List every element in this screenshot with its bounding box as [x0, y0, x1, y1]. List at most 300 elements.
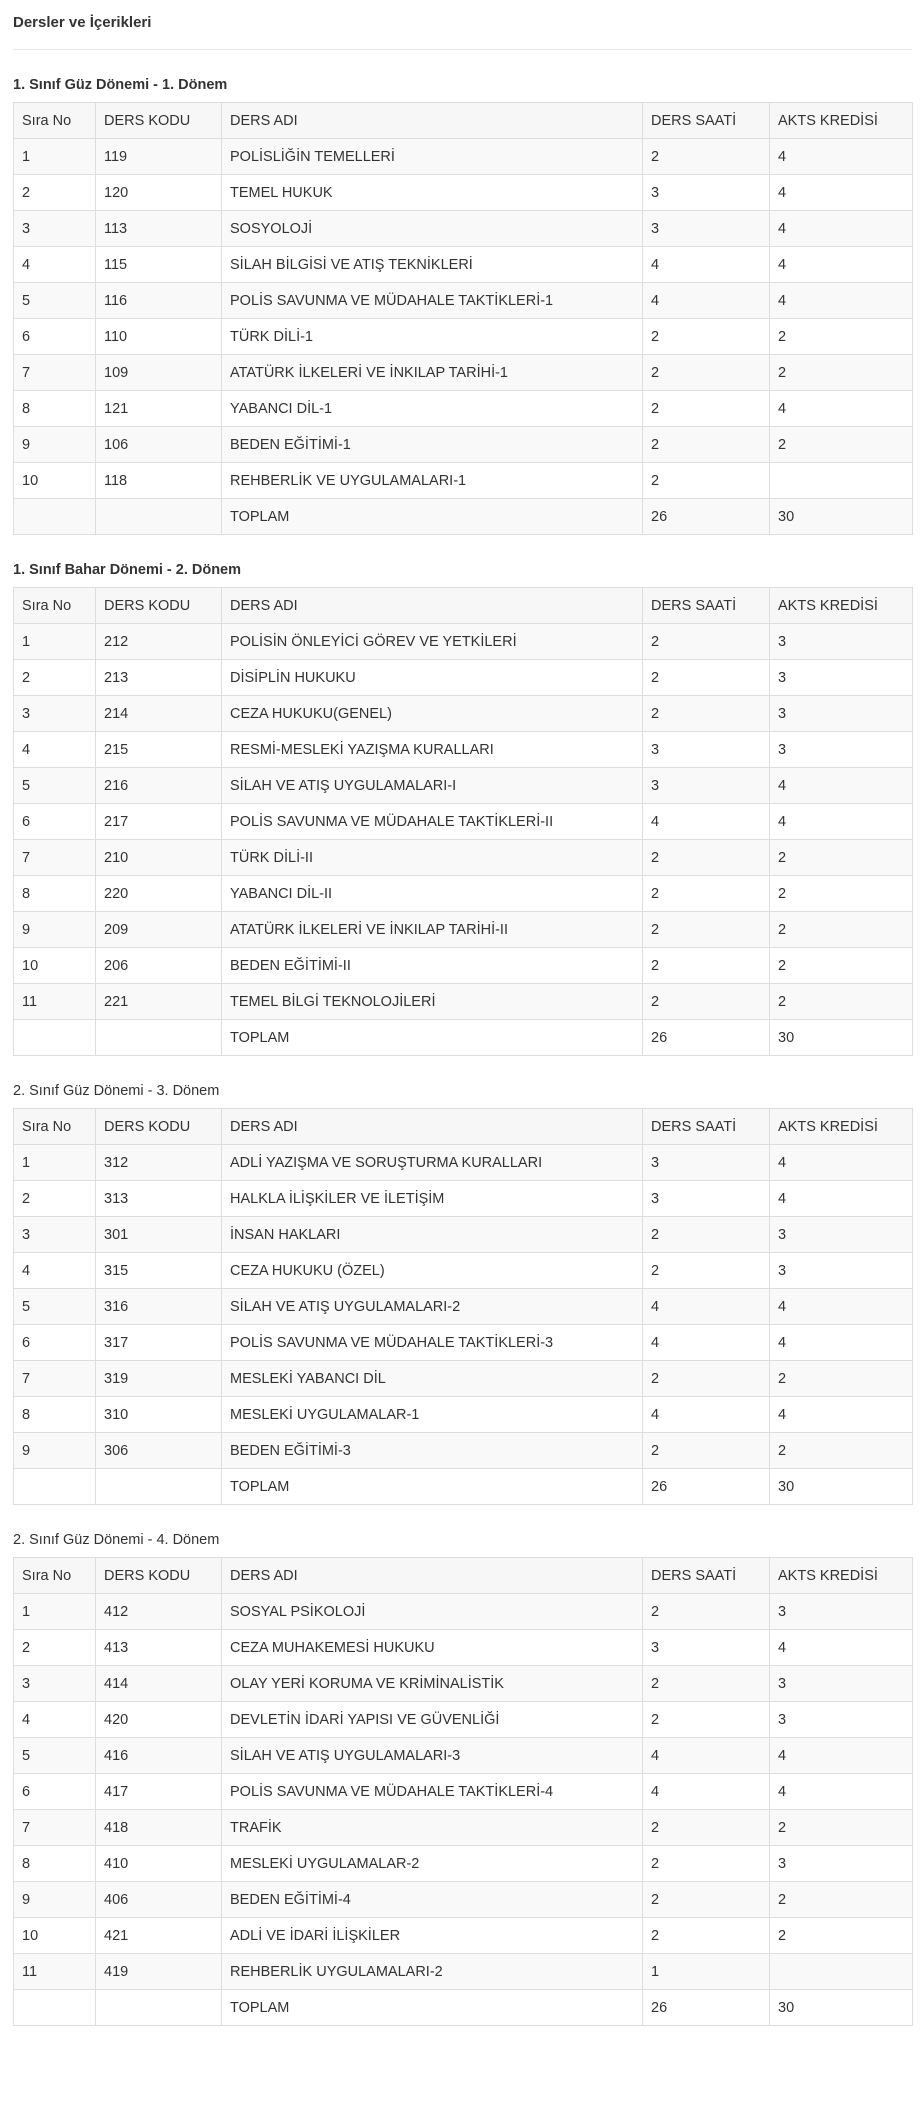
cell-sira-no: 6 [14, 1774, 96, 1810]
cell-ders-saati: 2 [643, 948, 770, 984]
cell-ders-saati: 2 [643, 984, 770, 1020]
cell-akts-kredisi: 4 [770, 804, 913, 840]
cell-ders-saati: 2 [643, 319, 770, 355]
cell-sira-no: 5 [14, 768, 96, 804]
cell-ders-adi: POLİSLİĞİN TEMELLERİ [222, 139, 643, 175]
cell-akts-kredisi [770, 1954, 913, 1990]
cell-ders-kodu: 406 [96, 1882, 222, 1918]
cell-ders-kodu: 317 [96, 1325, 222, 1361]
cell-sira-no: 1 [14, 139, 96, 175]
semester-section [13, 1075, 912, 1505]
cell-sira-no: 3 [14, 1666, 96, 1702]
cell-ders-kodu: 315 [96, 1253, 222, 1289]
course-table [13, 587, 913, 1056]
cell-ders-saati: 4 [643, 1325, 770, 1361]
course-table [13, 102, 913, 535]
cell-ders-adi: DİSİPLİN HUKUKU [222, 660, 643, 696]
cell-ders-adi: RESMİ-MESLEKİ YAZIŞMA KURALLARI [222, 732, 643, 768]
cell-ders-kodu: 417 [96, 1774, 222, 1810]
cell-ders-kodu [96, 1469, 222, 1505]
page-title: Dersler ve İçerikleri [13, 0, 912, 50]
table-header-row [14, 1109, 913, 1145]
cell-akts-kredisi: 4 [770, 175, 913, 211]
cell-akts-kredisi: 4 [770, 1397, 913, 1433]
table-row [14, 840, 913, 876]
cell-ders-saati: 3 [643, 1145, 770, 1181]
table-row [14, 1594, 913, 1630]
cell-ders-kodu: 210 [96, 840, 222, 876]
cell-ders-saati: 26 [643, 1469, 770, 1505]
cell-ders-kodu: 110 [96, 319, 222, 355]
semester-section [13, 69, 912, 535]
cell-ders-kodu: 421 [96, 1918, 222, 1954]
cell-sira-no: 6 [14, 804, 96, 840]
cell-akts-kredisi: 3 [770, 696, 913, 732]
table-row [14, 1433, 913, 1469]
table-row [14, 319, 913, 355]
cell-sira-no: 3 [14, 1217, 96, 1253]
column-header-ders-kodu: DERS KODU [96, 1109, 222, 1145]
cell-akts-kredisi: 2 [770, 1882, 913, 1918]
cell-ders-kodu: 419 [96, 1954, 222, 1990]
cell-ders-kodu: 414 [96, 1666, 222, 1702]
cell-ders-saati: 4 [643, 1738, 770, 1774]
cell-akts-kredisi: 4 [770, 139, 913, 175]
cell-ders-kodu: 113 [96, 211, 222, 247]
table-row [14, 1145, 913, 1181]
cell-akts-kredisi: 3 [770, 732, 913, 768]
cell-ders-adi: POLİSİN ÖNLEYİCİ GÖREV VE YETKİLERİ [222, 624, 643, 660]
table-row [14, 768, 913, 804]
cell-ders-adi: SİLAH VE ATIŞ UYGULAMALARI-2 [222, 1289, 643, 1325]
cell-ders-kodu: 121 [96, 391, 222, 427]
table-row [14, 1846, 913, 1882]
table-row [14, 1810, 913, 1846]
cell-ders-saati: 3 [643, 732, 770, 768]
semester-section [13, 1524, 912, 2026]
cell-sira-no [14, 1990, 96, 2026]
cell-ders-kodu [96, 499, 222, 535]
cell-akts-kredisi: 2 [770, 1361, 913, 1397]
cell-ders-adi: TÜRK DİLİ-1 [222, 319, 643, 355]
cell-akts-kredisi: 3 [770, 1594, 913, 1630]
cell-ders-adi: MESLEKİ UYGULAMALAR-2 [222, 1846, 643, 1882]
table-row [14, 1630, 913, 1666]
cell-ders-kodu: 119 [96, 139, 222, 175]
semester-section [13, 554, 912, 1056]
table-row [14, 1954, 913, 1990]
table-row [14, 1253, 913, 1289]
cell-ders-adi: HALKLA İLİŞKİLER VE İLETİŞİM [222, 1181, 643, 1217]
cell-akts-kredisi: 30 [770, 1020, 913, 1056]
table-row [14, 1181, 913, 1217]
cell-akts-kredisi: 3 [770, 1702, 913, 1738]
cell-ders-saati: 4 [643, 1774, 770, 1810]
cell-akts-kredisi: 2 [770, 912, 913, 948]
column-header-ders-saati: DERS SAATİ [643, 1109, 770, 1145]
table-row [14, 624, 913, 660]
cell-sira-no: 11 [14, 984, 96, 1020]
cell-ders-adi: OLAY YERİ KORUMA VE KRİMİNALİSTİK [222, 1666, 643, 1702]
table-row [14, 1882, 913, 1918]
cell-ders-adi: POLİS SAVUNMA VE MÜDAHALE TAKTİKLERİ-4 [222, 1774, 643, 1810]
cell-ders-saati: 2 [643, 1810, 770, 1846]
cell-ders-saati: 2 [643, 624, 770, 660]
cell-ders-kodu: 220 [96, 876, 222, 912]
cell-ders-kodu: 410 [96, 1846, 222, 1882]
cell-ders-saati: 4 [643, 804, 770, 840]
cell-sira-no [14, 1020, 96, 1056]
cell-akts-kredisi: 2 [770, 1810, 913, 1846]
cell-ders-saati: 2 [643, 1882, 770, 1918]
cell-ders-kodu: 212 [96, 624, 222, 660]
cell-ders-saati: 2 [643, 355, 770, 391]
cell-ders-adi: YABANCI DİL-II [222, 876, 643, 912]
table-row [14, 696, 913, 732]
cell-ders-saati: 2 [643, 1666, 770, 1702]
cell-ders-kodu: 316 [96, 1289, 222, 1325]
cell-ders-kodu: 310 [96, 1397, 222, 1433]
table-row [14, 1289, 913, 1325]
cell-ders-kodu: 412 [96, 1594, 222, 1630]
table-row [14, 948, 913, 984]
table-row [14, 211, 913, 247]
table-row [14, 391, 913, 427]
table-row [14, 247, 913, 283]
section-title: 1. Sınıf Güz Dönemi - 1. Dönem [13, 77, 228, 93]
cell-ders-adi: POLİS SAVUNMA VE MÜDAHALE TAKTİKLERİ-II [222, 804, 643, 840]
cell-ders-kodu: 109 [96, 355, 222, 391]
cell-akts-kredisi: 2 [770, 1918, 913, 1954]
cell-ders-saati: 2 [643, 463, 770, 499]
cell-ders-adi: ATATÜRK İLKELERİ VE İNKILAP TARİHİ-II [222, 912, 643, 948]
cell-akts-kredisi: 3 [770, 624, 913, 660]
cell-sira-no: 8 [14, 1397, 96, 1433]
cell-ders-saati: 26 [643, 499, 770, 535]
cell-ders-kodu: 115 [96, 247, 222, 283]
cell-sira-no: 3 [14, 211, 96, 247]
cell-sira-no: 9 [14, 427, 96, 463]
cell-ders-adi: SOSYOLOJİ [222, 211, 643, 247]
cell-sira-no: 4 [14, 1702, 96, 1738]
cell-ders-kodu: 221 [96, 984, 222, 1020]
cell-ders-adi: SİLAH VE ATIŞ UYGULAMALARI-I [222, 768, 643, 804]
cell-ders-saati: 2 [643, 1433, 770, 1469]
table-row [14, 1217, 913, 1253]
cell-akts-kredisi: 2 [770, 984, 913, 1020]
table-row [14, 1361, 913, 1397]
cell-akts-kredisi: 2 [770, 319, 913, 355]
cell-akts-kredisi [770, 463, 913, 499]
cell-sira-no: 7 [14, 1810, 96, 1846]
cell-ders-kodu [96, 1020, 222, 1056]
column-header-ders-kodu: DERS KODU [96, 588, 222, 624]
cell-akts-kredisi: 3 [770, 1217, 913, 1253]
cell-ders-adi: BEDEN EĞİTİMİ-1 [222, 427, 643, 463]
section-title: 2. Sınıf Güz Dönemi - 4. Dönem [13, 1532, 220, 1548]
cell-akts-kredisi: 3 [770, 1846, 913, 1882]
cell-ders-adi: DEVLETİN İDARİ YAPISI VE GÜVENLİĞİ [222, 1702, 643, 1738]
table-row [14, 1774, 913, 1810]
cell-ders-saati: 4 [643, 1397, 770, 1433]
cell-sira-no: 1 [14, 624, 96, 660]
cell-akts-kredisi: 30 [770, 1990, 913, 2026]
cell-ders-kodu: 215 [96, 732, 222, 768]
cell-sira-no: 6 [14, 319, 96, 355]
cell-ders-saati: 3 [643, 175, 770, 211]
cell-ders-adi: CEZA HUKUKU (ÖZEL) [222, 1253, 643, 1289]
column-header-ders-kodu: DERS KODU [96, 103, 222, 139]
cell-akts-kredisi: 2 [770, 427, 913, 463]
cell-akts-kredisi: 2 [770, 876, 913, 912]
section-title: 1. Sınıf Bahar Dönemi - 2. Dönem [13, 562, 242, 578]
cell-akts-kredisi: 3 [770, 660, 913, 696]
table-row [14, 1702, 913, 1738]
cell-akts-kredisi: 4 [770, 391, 913, 427]
table-row [14, 660, 913, 696]
cell-ders-kodu: 116 [96, 283, 222, 319]
cell-akts-kredisi: 4 [770, 1630, 913, 1666]
cell-ders-kodu: 306 [96, 1433, 222, 1469]
cell-ders-adi: TEMEL HUKUK [222, 175, 643, 211]
cell-ders-kodu: 206 [96, 948, 222, 984]
cell-sira-no: 4 [14, 732, 96, 768]
cell-ders-kodu: 118 [96, 463, 222, 499]
cell-ders-kodu: 209 [96, 912, 222, 948]
cell-ders-saati: 26 [643, 1020, 770, 1056]
cell-ders-saati: 4 [643, 283, 770, 319]
cell-sira-no: 10 [14, 1918, 96, 1954]
cell-akts-kredisi: 3 [770, 1666, 913, 1702]
cell-ders-kodu: 319 [96, 1361, 222, 1397]
cell-ders-saati: 2 [643, 1253, 770, 1289]
cell-ders-adi: TEMEL BİLGİ TEKNOLOJİLERİ [222, 984, 643, 1020]
cell-sira-no [14, 1469, 96, 1505]
cell-ders-saati: 4 [643, 1289, 770, 1325]
cell-ders-saati: 2 [643, 139, 770, 175]
cell-ders-kodu: 106 [96, 427, 222, 463]
cell-sira-no: 11 [14, 1954, 96, 1990]
cell-ders-saati: 2 [643, 1361, 770, 1397]
total-row [14, 1020, 913, 1056]
cell-sira-no: 4 [14, 247, 96, 283]
table-row [14, 1918, 913, 1954]
cell-akts-kredisi: 30 [770, 499, 913, 535]
total-row [14, 499, 913, 535]
cell-sira-no [14, 499, 96, 535]
cell-akts-kredisi: 4 [770, 283, 913, 319]
cell-ders-adi: TOPLAM [222, 1020, 643, 1056]
cell-ders-kodu: 313 [96, 1181, 222, 1217]
column-header-sira-no: Sıra No [14, 588, 96, 624]
cell-akts-kredisi: 4 [770, 1181, 913, 1217]
cell-akts-kredisi: 2 [770, 1433, 913, 1469]
cell-ders-saati: 2 [643, 840, 770, 876]
cell-ders-saati: 2 [643, 1217, 770, 1253]
column-header-sira-no: Sıra No [14, 1109, 96, 1145]
cell-ders-adi: BEDEN EĞİTİMİ-II [222, 948, 643, 984]
cell-ders-adi: SİLAH VE ATIŞ UYGULAMALARI-3 [222, 1738, 643, 1774]
course-table [13, 1557, 913, 2026]
cell-ders-kodu: 120 [96, 175, 222, 211]
cell-akts-kredisi: 4 [770, 1774, 913, 1810]
cell-sira-no: 3 [14, 696, 96, 732]
cell-akts-kredisi: 2 [770, 948, 913, 984]
cell-ders-saati: 2 [643, 391, 770, 427]
table-row [14, 355, 913, 391]
cell-ders-kodu [96, 1990, 222, 2026]
cell-akts-kredisi: 2 [770, 355, 913, 391]
cell-sira-no: 2 [14, 1181, 96, 1217]
cell-ders-kodu: 216 [96, 768, 222, 804]
cell-ders-adi: REHBERLİK VE UYGULAMALARI-1 [222, 463, 643, 499]
cell-ders-saati: 3 [643, 211, 770, 247]
table-row [14, 427, 913, 463]
cell-sira-no: 4 [14, 1253, 96, 1289]
cell-ders-adi: MESLEKİ UYGULAMALAR-1 [222, 1397, 643, 1433]
cell-ders-saati: 2 [643, 912, 770, 948]
cell-ders-saati: 2 [643, 696, 770, 732]
cell-ders-adi: ATATÜRK İLKELERİ VE İNKILAP TARİHİ-1 [222, 355, 643, 391]
table-row [14, 139, 913, 175]
section-title: 2. Sınıf Güz Dönemi - 3. Dönem [13, 1083, 220, 1099]
cell-sira-no: 9 [14, 912, 96, 948]
cell-sira-no: 5 [14, 283, 96, 319]
cell-sira-no: 8 [14, 391, 96, 427]
table-row [14, 463, 913, 499]
column-header-ders-adi: DERS ADI [222, 588, 643, 624]
column-header-ders-kodu: DERS KODU [96, 1558, 222, 1594]
cell-ders-adi: SİLAH BİLGİSİ VE ATIŞ TEKNİKLERİ [222, 247, 643, 283]
table-row [14, 175, 913, 211]
cell-ders-adi: İNSAN HAKLARI [222, 1217, 643, 1253]
cell-ders-adi: TOPLAM [222, 1469, 643, 1505]
cell-ders-saati: 26 [643, 1990, 770, 2026]
cell-sira-no: 10 [14, 948, 96, 984]
column-header-ders-adi: DERS ADI [222, 1109, 643, 1145]
table-row [14, 984, 913, 1020]
cell-ders-saati: 3 [643, 768, 770, 804]
cell-akts-kredisi: 4 [770, 1145, 913, 1181]
cell-ders-adi: TOPLAM [222, 499, 643, 535]
cell-ders-saati: 2 [643, 1846, 770, 1882]
cell-sira-no: 1 [14, 1594, 96, 1630]
cell-ders-adi: MESLEKİ YABANCI DİL [222, 1361, 643, 1397]
cell-ders-kodu: 416 [96, 1738, 222, 1774]
cell-ders-saati: 3 [643, 1630, 770, 1666]
cell-ders-adi: TRAFİK [222, 1810, 643, 1846]
cell-ders-saati: 2 [643, 876, 770, 912]
cell-ders-kodu: 413 [96, 1630, 222, 1666]
cell-ders-kodu: 420 [96, 1702, 222, 1738]
cell-sira-no: 2 [14, 1630, 96, 1666]
cell-ders-kodu: 301 [96, 1217, 222, 1253]
cell-sira-no: 6 [14, 1325, 96, 1361]
cell-ders-saati: 2 [643, 427, 770, 463]
cell-sira-no: 9 [14, 1433, 96, 1469]
cell-ders-saati: 3 [643, 1181, 770, 1217]
cell-sira-no: 7 [14, 355, 96, 391]
column-header-ders-saati: DERS SAATİ [643, 103, 770, 139]
table-row [14, 1738, 913, 1774]
cell-ders-adi: TOPLAM [222, 1990, 643, 2026]
cell-ders-adi: CEZA HUKUKU(GENEL) [222, 696, 643, 732]
table-row [14, 283, 913, 319]
total-row [14, 1469, 913, 1505]
cell-akts-kredisi: 4 [770, 1738, 913, 1774]
cell-ders-saati: 2 [643, 1918, 770, 1954]
cell-sira-no: 8 [14, 876, 96, 912]
table-row [14, 1397, 913, 1433]
cell-ders-kodu: 418 [96, 1810, 222, 1846]
cell-ders-adi: POLİS SAVUNMA VE MÜDAHALE TAKTİKLERİ-3 [222, 1325, 643, 1361]
cell-sira-no: 10 [14, 463, 96, 499]
cell-ders-adi: REHBERLİK UYGULAMALARI-2 [222, 1954, 643, 1990]
cell-ders-saati: 1 [643, 1954, 770, 1990]
table-header-row [14, 588, 913, 624]
cell-akts-kredisi: 4 [770, 768, 913, 804]
column-header-akts-kredisi: AKTS KREDİSİ [770, 1558, 913, 1594]
cell-sira-no: 9 [14, 1882, 96, 1918]
column-header-sira-no: Sıra No [14, 1558, 96, 1594]
cell-ders-kodu: 214 [96, 696, 222, 732]
cell-sira-no: 7 [14, 840, 96, 876]
cell-akts-kredisi: 4 [770, 1289, 913, 1325]
column-header-ders-adi: DERS ADI [222, 1558, 643, 1594]
cell-sira-no: 2 [14, 175, 96, 211]
cell-ders-saati: 2 [643, 1702, 770, 1738]
cell-akts-kredisi: 4 [770, 211, 913, 247]
cell-ders-adi: YABANCI DİL-1 [222, 391, 643, 427]
table-row [14, 1666, 913, 1702]
cell-ders-kodu: 217 [96, 804, 222, 840]
table-row [14, 804, 913, 840]
cell-ders-adi: SOSYAL PSİKOLOJİ [222, 1594, 643, 1630]
cell-sira-no: 5 [14, 1738, 96, 1774]
cell-akts-kredisi: 4 [770, 1325, 913, 1361]
cell-ders-saati: 4 [643, 247, 770, 283]
cell-ders-adi: CEZA MUHAKEMESİ HUKUKU [222, 1630, 643, 1666]
column-header-sira-no: Sıra No [14, 103, 96, 139]
column-header-ders-saati: DERS SAATİ [643, 1558, 770, 1594]
cell-ders-adi: ADLİ VE İDARİ İLİŞKİLER [222, 1918, 643, 1954]
cell-ders-saati: 2 [643, 660, 770, 696]
cell-ders-adi: BEDEN EĞİTİMİ-3 [222, 1433, 643, 1469]
cell-ders-kodu: 312 [96, 1145, 222, 1181]
cell-ders-adi: ADLİ YAZIŞMA VE SORUŞTURMA KURALLARI [222, 1145, 643, 1181]
column-header-ders-saati: DERS SAATİ [643, 588, 770, 624]
table-row [14, 1325, 913, 1361]
table-row [14, 912, 913, 948]
cell-ders-adi: BEDEN EĞİTİMİ-4 [222, 1882, 643, 1918]
cell-ders-adi: POLİS SAVUNMA VE MÜDAHALE TAKTİKLERİ-1 [222, 283, 643, 319]
cell-akts-kredisi: 3 [770, 1253, 913, 1289]
cell-akts-kredisi: 2 [770, 840, 913, 876]
column-header-ders-adi: DERS ADI [222, 103, 643, 139]
cell-ders-kodu: 213 [96, 660, 222, 696]
cell-ders-saati: 2 [643, 1594, 770, 1630]
cell-ders-adi: TÜRK DİLİ-II [222, 840, 643, 876]
table-header-row [14, 1558, 913, 1594]
table-header-row [14, 103, 913, 139]
column-header-akts-kredisi: AKTS KREDİSİ [770, 588, 913, 624]
table-row [14, 876, 913, 912]
cell-sira-no: 2 [14, 660, 96, 696]
column-header-akts-kredisi: AKTS KREDİSİ [770, 103, 913, 139]
cell-sira-no: 1 [14, 1145, 96, 1181]
cell-sira-no: 5 [14, 1289, 96, 1325]
cell-akts-kredisi: 30 [770, 1469, 913, 1505]
